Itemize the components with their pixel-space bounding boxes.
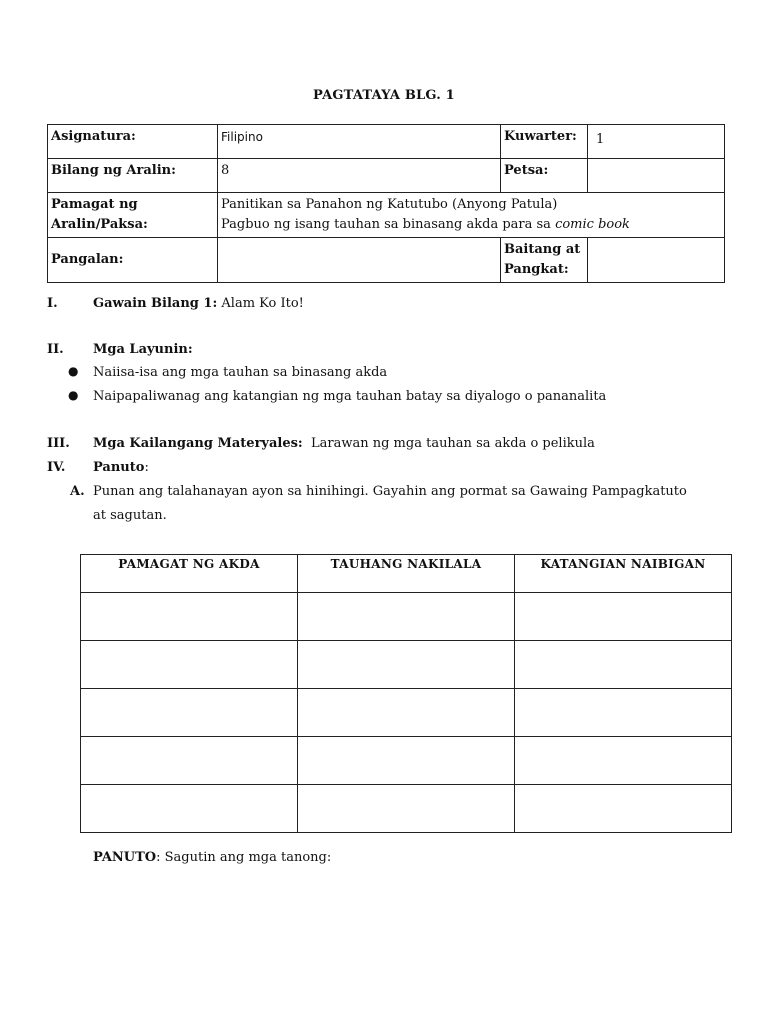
section-4-number: IV.	[47, 460, 66, 475]
petsa-label: Petsa:	[501, 159, 588, 193]
materyales-label: Mga Kailangang Materyales:	[93, 436, 303, 451]
asignatura-label: Asignatura:	[48, 125, 218, 159]
pamagat-label-line2: Aralin/Paksa:	[51, 217, 148, 232]
column-header-pamagat: PAMAGAT NG AKDA	[81, 555, 298, 593]
panuto-colon: :	[144, 460, 149, 475]
pamagat-value-line2-text: Pagbuo ng isang tauhan sa binasang akda para sa	[221, 217, 556, 232]
materyales-text: Larawan ng mga tauhan sa akda o pelikula	[302, 436, 595, 451]
pamagat-value	[218, 193, 725, 238]
comic-book-italic: comic book	[555, 217, 630, 232]
table-cell[interactable]	[81, 785, 298, 833]
table-cell[interactable]	[515, 689, 732, 737]
column-header-tauhan: TAUHANG NAKILALA	[298, 555, 515, 593]
info-table	[47, 124, 725, 283]
section-2-label	[93, 340, 193, 360]
section-1-label: Gawain Bilang 1:	[93, 296, 218, 311]
kuwarter-value: 1	[588, 125, 725, 159]
section-1-number: I.	[47, 296, 58, 311]
pamagat-label-line1: Pamagat ng	[51, 197, 138, 212]
item-a-line2: at sagutan.	[93, 508, 167, 523]
footer-panuto-label: PANUTO	[93, 850, 157, 865]
pamagat-value-line1: Panitikan sa Panahon ng Katutubo (Anyong Patula)	[221, 197, 558, 212]
section-3	[93, 434, 595, 454]
table-row	[81, 641, 732, 689]
objective-item-2: Naipapaliwanag ang katangian ng mga tauhan batay sa diyalogo o pananalita	[93, 389, 607, 404]
table-row	[81, 689, 732, 737]
bullet-icon: ●	[68, 364, 79, 378]
table-cell[interactable]	[515, 641, 732, 689]
table-cell[interactable]	[81, 641, 298, 689]
layunin-label: Mga Layunin:	[93, 342, 193, 357]
page-title: PAGTATAYA BLG. 1	[313, 88, 455, 103]
section-2-number: II.	[47, 342, 64, 357]
pamagat-label	[48, 193, 218, 238]
panuto-label: Panuto	[93, 460, 145, 475]
baitang-label-line1: Baitang at	[504, 242, 581, 257]
table-cell[interactable]	[298, 689, 515, 737]
bullet-icon: ●	[68, 388, 79, 402]
table-row	[81, 737, 732, 785]
kuwarter-label: Kuwarter:	[501, 125, 588, 159]
baitang-label-line2: Pangkat:	[504, 262, 569, 277]
section-4	[93, 458, 149, 478]
table-row	[81, 593, 732, 641]
baitang-field[interactable]	[588, 238, 725, 283]
footer-panuto-text: : Sagutin ang mga tanong:	[156, 850, 332, 865]
section-1-text: Alam Ko Ito!	[217, 296, 304, 311]
table-cell[interactable]	[298, 785, 515, 833]
table-cell[interactable]	[81, 593, 298, 641]
table-cell[interactable]	[298, 641, 515, 689]
baitang-label	[501, 238, 588, 283]
bilang-value: 8	[218, 159, 501, 193]
asignatura-value: Filipino	[218, 125, 501, 159]
item-a-letter: A.	[70, 484, 85, 499]
petsa-field[interactable]	[588, 159, 725, 193]
table-cell[interactable]	[81, 689, 298, 737]
bilang-label: Bilang ng Aralin:	[48, 159, 218, 193]
section-3-number: III.	[47, 436, 70, 451]
table-cell[interactable]	[81, 737, 298, 785]
table-cell[interactable]	[298, 593, 515, 641]
pamagat-value-line2	[221, 215, 721, 235]
item-a-line1: Punan ang talahanayan ayon sa hinihingi. Gayahin ang pormat sa Gawaing Pampagkatuto	[93, 484, 687, 499]
table-cell[interactable]	[298, 737, 515, 785]
objective-item-1: Naiisa-isa ang mga tauhan sa binasang akda	[93, 365, 388, 380]
section-1	[93, 294, 304, 314]
table-cell[interactable]	[515, 593, 732, 641]
footer-instruction	[93, 848, 331, 868]
pangalan-field[interactable]	[218, 238, 501, 283]
column-header-katangian: KATANGIAN NAIBIGAN	[515, 555, 732, 593]
table-row	[81, 785, 732, 833]
table-cell[interactable]	[515, 737, 732, 785]
pangalan-label: Pangalan:	[48, 238, 218, 283]
answer-table	[80, 554, 732, 833]
table-cell[interactable]	[515, 785, 732, 833]
